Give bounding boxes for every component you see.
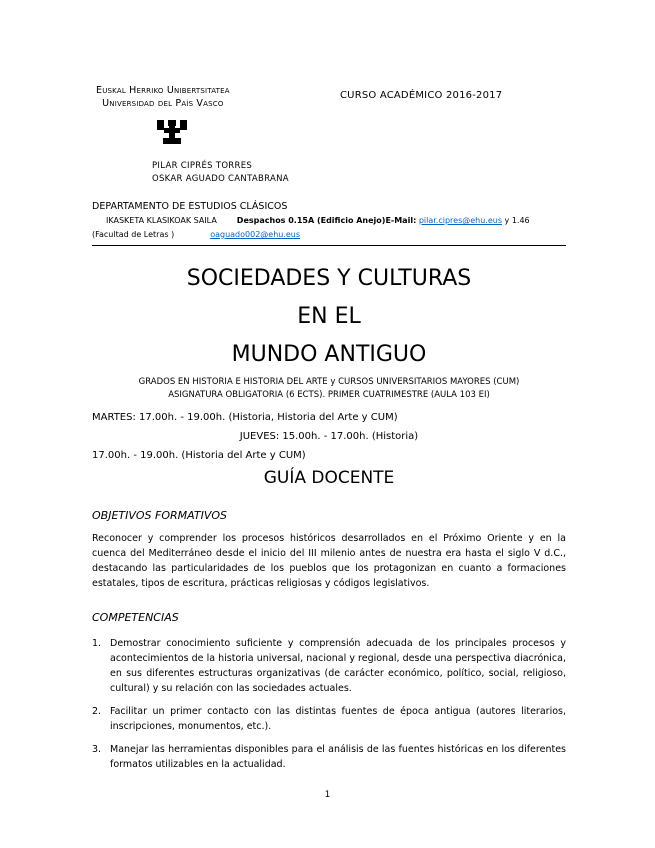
list-item-text: Manejar las herramientas disponibles para el análisis de las fuentes históricas en los diferentes formatos utilizables en la actualidad. [110, 744, 566, 770]
office-email-label: Despachos 0.15A (Edificio Anejo)E-Mail: [236, 216, 417, 225]
list-item-number: 3. [92, 744, 102, 755]
course-degrees: GRADOS EN HISTORIA E HISTORIA DEL ARTE y CURSOS UNIVERSITARIOS MAYORES (CUM) [138, 377, 520, 387]
course-subtitle [92, 376, 566, 402]
guia-docente-title: GUÍA DOCENTE [263, 468, 395, 488]
section-heading-objetivos: OBJETIVOS FORMATIVOS [92, 509, 227, 522]
course-type: ASIGNATURA OBLIGATORIA (6 ECTS). PRIMER CUATRIMESTRE (AULA 103 EI) [168, 390, 490, 400]
professor-name-1: PILAR CIPRÉS TORRES [152, 161, 253, 171]
list-item-text: Demostrar conocimiento suficiente y comprensión adecuada de los principales procesos y acontecimientos de la historia universal, nacional y regional, desde una perspectiva diacrónica, en sus diferentes estructuras organizativas (de carácter económico, político, social, religioso, cultural) y su relación con las sociedades actuales. [110, 638, 566, 694]
professor-names [152, 160, 566, 186]
course-title-line3: MUNDO ANTIGUO [231, 342, 427, 367]
list-item [92, 636, 566, 696]
upv-ehu-logo [156, 120, 188, 145]
schedule-jueves-2: 17.00h. - 19.00h. (Historia del Arte y CUM) [92, 450, 306, 461]
department-name-eu: IKASKETA KLASIKOAK SAILA [106, 216, 217, 225]
email-link-pilar[interactable]: pilar.cipres@ehu.eus [418, 216, 503, 225]
course-title-line2: EN EL [297, 304, 361, 329]
office-suffix: y 1.46 [502, 216, 530, 225]
professor-name-2: OSKAR AGUADO CANTABRANA [152, 174, 289, 184]
email-link-oaguado[interactable]: oaguado002@ehu.eus [210, 230, 301, 239]
university-name [96, 84, 230, 110]
objetivos-paragraph: Reconocer y comprender los procesos históricos desarrollados en el Próximo Oriente y en la cuenca del Mediterráneo desde el inicio del III milenio antes de nuestra era hasta el siglo V d.C., destacando las particularidades de los pueblos que los protagonizan en cuanto a formaciones estatales, tipos de escritura, prácticas religiosas y códigos legislativos. [92, 533, 566, 589]
university-name-eu: Euskal Herriko Unibertsitatea [96, 85, 230, 96]
list-item [92, 704, 566, 734]
list-item-number: 2. [92, 706, 102, 717]
list-item-text: Facilitar un primer contacto con las distintas fuentes de época antigua (autores literarios, inscripciones, monumentos, etc.). [110, 706, 566, 732]
schedule-jueves: JUEVES: 15.00h. - 17.00h. (Historia) [239, 431, 419, 442]
academic-year: CURSO ACADÉMICO 2016-2017 [340, 90, 503, 101]
section-heading-competencias: COMPETENCIAS [92, 611, 179, 624]
course-title [92, 260, 566, 374]
faculty-line [92, 228, 566, 242]
document-header [92, 84, 566, 110]
department-contact-line [106, 214, 566, 228]
logo-container [156, 120, 566, 146]
page-number: 1 [324, 790, 331, 800]
course-schedule [92, 408, 566, 465]
schedule-martes: MARTES: 17.00h. - 19.00h. (Historia, Historia del Arte y CUM) [92, 412, 398, 423]
competencias-list [92, 636, 566, 772]
university-name-es: Universidad del País Vasco [102, 98, 224, 109]
department-block [92, 200, 566, 246]
list-item-number: 1. [92, 638, 102, 649]
department-name: DEPARTAMENTO DE ESTUDIOS CLÁSICOS [92, 201, 288, 212]
list-item [92, 742, 566, 772]
course-title-line1: SOCIEDADES Y CULTURAS [186, 266, 472, 291]
faculty-name: (Facultad de Letras ) [92, 230, 175, 239]
